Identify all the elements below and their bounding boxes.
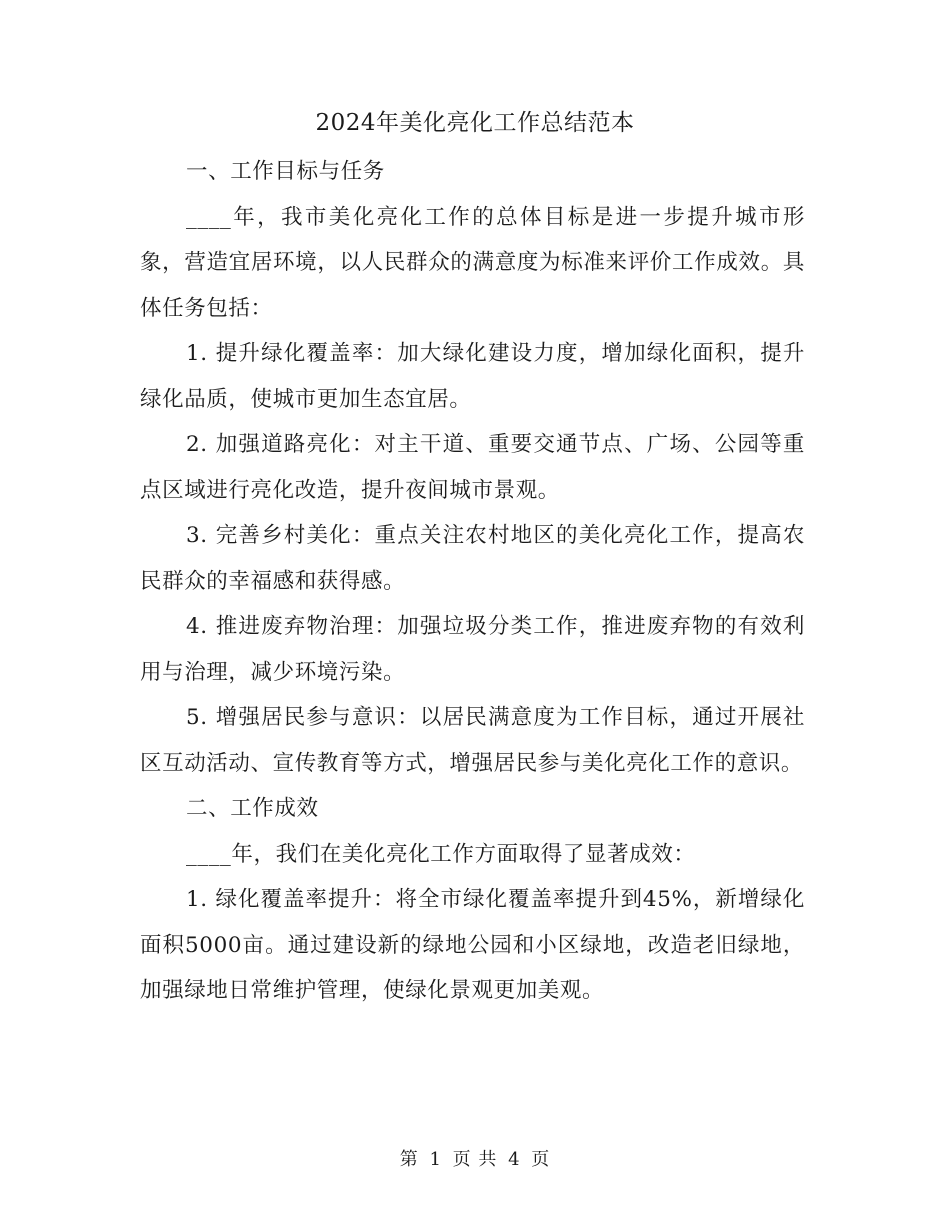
task-item-rural: 3. 完善乡村美化：重点关注农村地区的美化亮化工作，提高农民群众的幸福感和获得感。 bbox=[140, 523, 805, 594]
task-item-greening: 1. 提升绿化覆盖率：加大绿化建设力度，增加绿化面积，提升绿化品质，使城市更加生态宜居。 bbox=[140, 341, 805, 412]
paragraph-overall-goal: ____年，我市美化亮化工作的总体目标是进一步提升城市形象，营造宜居环境，以人民群众的满意度为标准来评价工作成效。具体任务包括： bbox=[140, 204, 805, 321]
task-item-waste: 4. 推进废弃物治理：加强垃圾分类工作，推进废弃物的有效利用与治理，减少环境污染。 bbox=[140, 614, 805, 685]
section-heading-goals: 一、工作目标与任务 bbox=[186, 159, 385, 184]
footer-suffix: 页 bbox=[531, 1149, 551, 1170]
footer-total-pages: 4 bbox=[508, 1149, 521, 1170]
page-footer bbox=[0, 1145, 950, 1175]
footer-middle: 页 共 bbox=[452, 1149, 498, 1170]
paragraph-results-intro: ____年，我们在美化亮化工作方面取得了显著成效： bbox=[186, 841, 696, 867]
footer-prefix: 第 bbox=[399, 1149, 419, 1170]
task-item-road-lighting: 2. 加强道路亮化：对主干道、重要交通节点、广场、公园等重点区域进行亮化改造，提升夜间城市景观。 bbox=[140, 432, 805, 503]
task-item-participation: 5. 增强居民参与意识：以居民满意度为工作目标，通过开展社区互动活动、宣传教育等方式，增强居民参与美化亮化工作的意识。 bbox=[140, 705, 805, 776]
document-title: 2024年美化亮化工作总结范本 bbox=[315, 110, 635, 136]
document-body bbox=[140, 149, 805, 1014]
section-heading-results: 二、工作成效 bbox=[186, 796, 319, 821]
result-item-greening: 1. 绿化覆盖率提升：将全市绿化覆盖率提升到45%，新增绿化面积5000亩。通过建设新的绿地公园和小区绿地，改造老旧绿地，加强绿地日常维护管理，使绿化景观更加美观。 bbox=[140, 887, 805, 1003]
footer-page-number: 1 bbox=[429, 1149, 442, 1170]
